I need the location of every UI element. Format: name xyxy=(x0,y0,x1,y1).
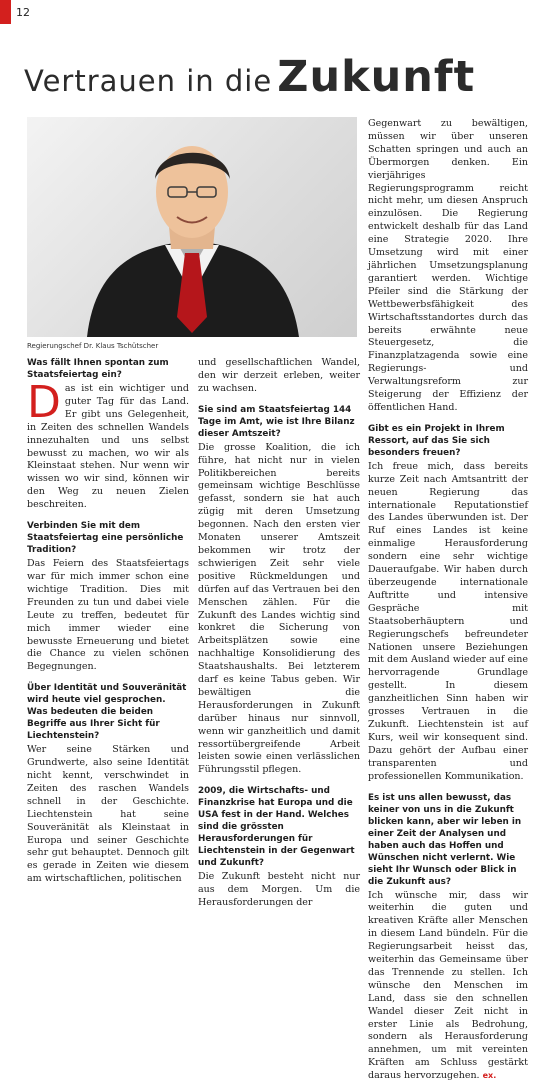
title-part1: Vertrauen in die xyxy=(24,64,273,98)
drop-cap: D xyxy=(27,377,61,428)
answer-text: as ist ein wichtiger und guter Tag für das Land. Er gibt uns Gelegenheit, in Zeiten des schnellen Wandels innezuhalten und uns selbst bewusst zu machen, wo wir als Kleinstaat stehen. Nur wenn wir wissen wo wir sind, können wir den Weg zu neuen Zielen beschreiten. xyxy=(27,383,189,511)
answer: Die Zukunft besteht nicht nur aus dem Morgen. Um die Herausforderungen der xyxy=(198,871,360,909)
question: 2009, die Wirtschafts- und Finanzkrise hat Europa und die USA fest in der Hand. Welches sind die grössten Herausforderungen für Liechtenstein in der Gegenwart und Zukunft? xyxy=(198,786,355,869)
question: Gibt es ein Projekt in Ihrem Ressort, auf das Sie sich besonders freuen? xyxy=(368,423,505,458)
end-mark: ex. xyxy=(482,1071,497,1081)
portrait-illustration xyxy=(27,117,357,337)
answer-text: Ich wünsche mir, dass wir weiterhin die guten und kreativen Kräfte aller Menschen in diesem Land bündeln. Für die Regierungsarbeit heisst das, weiterhin das Gemeinsame über das Trennende zu stellen. Ich wünsche den Menschen im Land, dass sie den schnellen Wandel dieser Zeit nicht in erster Linie als Bedrohung, sondern als Herausforderung annehmen, um mit vereinten Kräften am Schluss gestärkt daraus hervorzugehen. xyxy=(368,889,528,1082)
question: Was fällt Ihnen spontan zum Staatsfeiertag ein? xyxy=(27,358,169,380)
answer: und gesellschaftlichen Wandel, den wir derzeit erleben, weiter zu wachsen. xyxy=(198,357,360,394)
article-column-2 xyxy=(198,357,360,918)
answer: Wer seine Stärken und Grundwerte, also seine Identität nicht kennt, verschwindet in Zeiten des raschen Wandels schnell in der Geschichte. Liechtenstein hat seine Souveränität als Kleinstaat in Europa und seiner Geschichte sehr gut behauptet. Dennoch gilt es gerade in Zeiten wie diesem am wirtschaftlichen, politischen xyxy=(27,744,189,885)
answer: Ich freue mich, dass bereits kurze Zeit nach Amtsantritt der neuen Regierung das internationale Reputationstief des Landes überwunden ist. Der Ruf eines Landes ist keine einmalige Herausforderung sondern eine sehr wichtige Daueraufgabe. Wir haben durch überzeugende internationale Auftritte und intensive Gespräche mit Staatsoberhäuptern und Regierungschefs befreundeter Nationen unsere Beziehungen mit dem Ausland wieder auf eine hervorragende Grundlage gestellt. In diesem ganzheitlichen Sinn haben wir grosses Vertrauen in die Zukunft. Liechtenstein ist auf Kurs, weil wir konsequent sind. Dazu gehört der Aufbau einer transparenten und professionellen Kommunikation. xyxy=(368,460,528,782)
question: Verbinden Sie mit dem Staatsfeiertag eine persönliche Tradition? xyxy=(27,521,184,556)
page-corner-bar xyxy=(0,0,11,24)
portrait-photo xyxy=(27,117,357,337)
page-number: 12 xyxy=(16,6,30,19)
article-column-3 xyxy=(368,118,528,1091)
question: Über Identität und Souveränität wird heute viel gesprochen. Was bedeuten die beiden Begriffe aus Ihrer Sicht für Liechtenstein? xyxy=(27,683,187,742)
answer xyxy=(27,377,189,512)
article-column-1 xyxy=(27,357,189,894)
answer: Das Feiern des Staatsfeiertags war für mich immer schon eine wichtige Tradition. Dies mit Freunden zu tun und dabei viele Leute zu treffen, bedeutet für mich immer wieder eine bewusste Erneuerung und bietet die Chance zu vielen schönen Begegnungen. xyxy=(27,558,189,673)
question: Sie sind am Staatsfeiertag 144 Tage im Amt, wie ist Ihre Bilanz dieser Amtszeit? xyxy=(198,404,355,439)
answer xyxy=(368,890,528,1084)
title-part2: Zukunft xyxy=(277,52,476,102)
question: Es ist uns allen bewusst, das keiner von uns in die Zukunft blicken kann, aber wir leben in einer Zeit der Analysen und haben auch das Hoffen und Wünschen nicht verlernt. Wie sieht Ihr Wunsch oder Blick in die Zukunft aus? xyxy=(368,792,522,887)
article-title xyxy=(24,52,475,102)
answer: Die grosse Koalition, die ich führe, hat nicht nur in vielen Politikbereichen bereits gemeinsam wichtige Beschlüsse gefasst, sondern sie hat auch zügig mit deren Umsetzung begonnen. Nach den ersten vier Monaten unserer Amtszeit bekommen wir trotz der schwierigen Zeit sehr viele positive Rückmeldungen und dürfen auf das Vertrauen bei den Menschen zählen. Für die Zukunft des Landes wichtig sind konkret die Sicherung von Arbeitsplätzen sowie eine nachhaltige Konsolidierung des Staatshaushalts. Bei letzterem darf es keine Tabus geben. Wir bewältigen die Herausforderungen in Zukunft darüber hinaus nur sinnvoll, wenn wir ganzheitlich und damit ressortübergreifende Arbeit leisten sowie einen verlässlichen Führungsstil pflegen. xyxy=(198,441,360,776)
photo-caption: Regierungschef Dr. Klaus Tschütscher xyxy=(27,342,159,350)
answer: Gegenwart zu bewältigen, müssen wir über unseren Schatten springen und auch an Übermorgen denken. Ein vierjähriges Regierungsprogramm reicht nicht mehr, um diesen Anspruch einzulösen. Die Regierung entwickelt deshalb für das Land eine Strategie 2020. Ihre Umsetzung wird mit einer jährlichen Umsetzungsplanung garantiert werden. Wichtige Pfeiler sind die Stärkung der Wettbewerbsfähigkeit des Wirtschaftsstandortes durch das bereits erwähnte neue Steuergesetz, die Finanzplatzagenda sowie eine Regierungs- und Verwaltungsreform zur Steigerung der Effizienz der öffentlichen Hand. xyxy=(368,118,528,413)
